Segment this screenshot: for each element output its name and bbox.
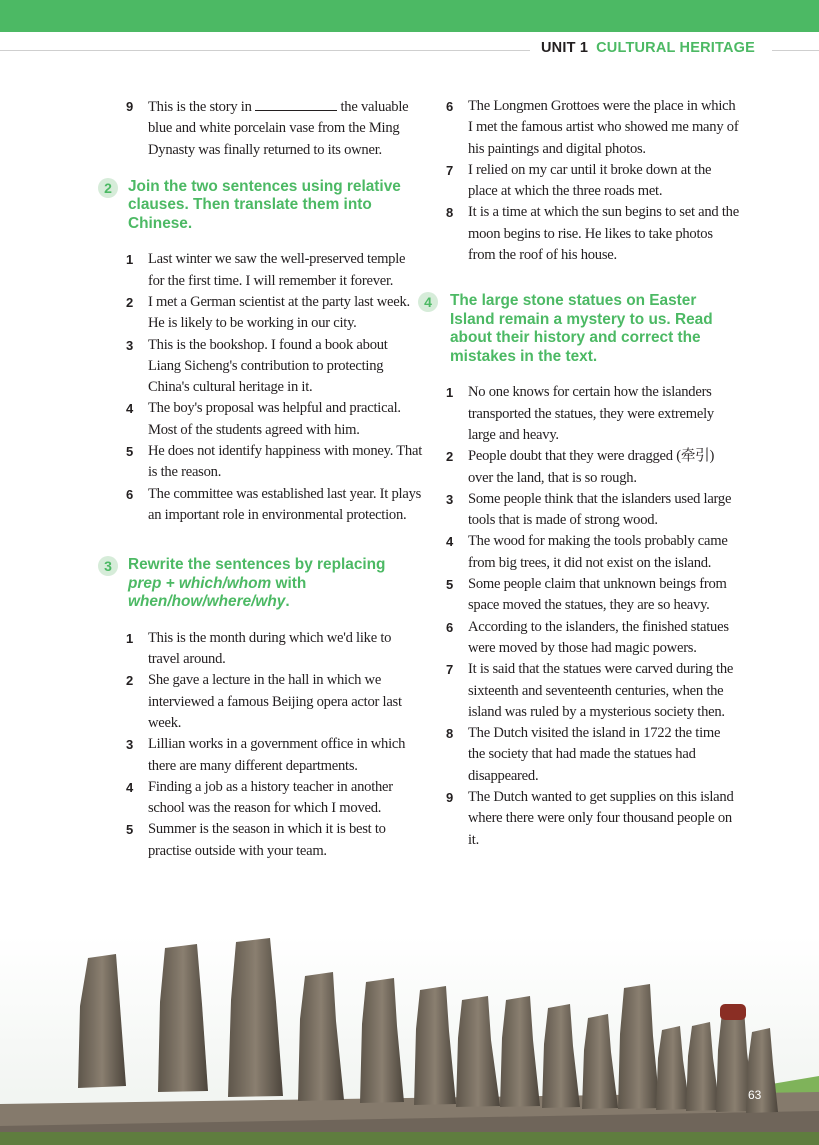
item-number: 5 — [126, 822, 133, 838]
item-number: 3 — [446, 491, 453, 507]
instruction-part: with — [271, 574, 307, 592]
item-number: 1 — [126, 252, 133, 268]
unit-number: UNIT 1 — [541, 40, 589, 56]
list-item — [420, 489, 740, 532]
page-number: 63 — [748, 1088, 762, 1102]
list-item — [100, 628, 422, 671]
exercise-number-badge: 2 — [98, 178, 118, 198]
header-rule-left — [0, 50, 530, 51]
instruction-italic: prep + which/whom — [128, 574, 272, 592]
exercise-instruction: Join the two sentences using relative clauses. Then translate them into Chinese. — [128, 177, 401, 232]
list-item — [420, 446, 740, 489]
item-text: She gave a lecture in the hall in which we interviewed a famous Beijing opera actor last week. — [148, 672, 402, 731]
list-item — [420, 787, 740, 851]
item-number: 2 — [126, 673, 133, 689]
list-item — [420, 96, 740, 160]
item-number: 8 — [446, 205, 453, 221]
item-number: 3 — [126, 337, 133, 353]
item-number: 3 — [126, 737, 133, 753]
unit-title: CULTURAL HERITAGE — [596, 40, 755, 56]
instruction-part: . — [285, 593, 290, 611]
item-number: 8 — [446, 726, 453, 742]
moai-statues-photo — [0, 936, 819, 1145]
list-item — [100, 484, 422, 527]
list-item — [100, 96, 422, 161]
continued-list — [420, 96, 740, 266]
exercise-number-badge: 3 — [98, 556, 118, 576]
item-number: 4 — [126, 401, 133, 417]
list-item — [420, 382, 740, 446]
exercise-4-list — [420, 382, 740, 851]
item-text: The Longmen Grottoes were the place in which I met the famous artist who showed me many of his paintings and digital photos. — [468, 98, 739, 157]
list-item — [420, 617, 740, 660]
pukao-topknot — [720, 1004, 746, 1020]
header-rule-right — [772, 50, 819, 51]
item-text: Some people think that the islanders used large tools that is made of strong wood. — [468, 490, 732, 529]
exercise-4-heading — [420, 292, 740, 366]
item-text: He does not identify happiness with money. That is the reason. — [148, 443, 422, 481]
list-item — [420, 723, 740, 787]
list-item — [100, 777, 422, 820]
list-item — [420, 574, 740, 617]
item-text: The committee was established last year. It plays an important role in environmental protection. — [148, 485, 422, 523]
item-text: I relied on my car until it broke down at the place at which the three roads met. — [468, 161, 712, 200]
exercise-instruction: The large stone statues on Easter Island remain a mystery to us. Read about their history and correct the mistakes in the text. — [450, 292, 713, 365]
list-item — [420, 160, 740, 203]
right-column — [420, 96, 740, 851]
item-number: 2 — [446, 449, 453, 465]
list-item — [100, 670, 422, 734]
item-number: 9 — [126, 99, 133, 114]
left-column — [100, 96, 422, 862]
fill-in-blank[interactable] — [255, 96, 337, 111]
item-number: 7 — [446, 162, 453, 178]
item-number: 6 — [126, 486, 133, 502]
exercise-number-badge: 4 — [418, 292, 438, 312]
item-number: 6 — [446, 619, 453, 635]
list-item — [100, 734, 422, 777]
item-text: This is the month during which we'd like to travel around. — [148, 629, 392, 668]
list-item — [100, 249, 422, 292]
item-number: 7 — [446, 662, 453, 678]
instruction-italic: when/how/where/why — [128, 593, 286, 611]
exercise-3-heading — [100, 556, 422, 612]
list-item — [100, 292, 422, 335]
item-text: Summer is the season in which it is best to practise outside with your team. — [148, 821, 386, 859]
exercise-3-list — [100, 628, 422, 862]
exercise-2-list — [100, 249, 422, 526]
item-number: 5 — [126, 444, 133, 460]
item-number: 9 — [446, 790, 453, 806]
top-color-band — [0, 0, 819, 32]
unit-label — [541, 40, 755, 56]
exercise-2-heading — [100, 178, 422, 234]
item-text: This is the bookshop. I found a book about Liang Sicheng's contribution to protecting China's cultural heritage in it. — [148, 336, 388, 396]
item-text: Finding a job as a history teacher in another school was the reason for which I moved. — [148, 778, 393, 817]
item-number: 4 — [446, 534, 453, 550]
item-text: It is said that the statues were carved during the sixteenth and seventeenth centuries, when the island was ruled by a mysterious society then. — [468, 661, 734, 720]
item-number: 4 — [126, 779, 133, 795]
item-text: I met a German scientist at the party last week. He is likely to be working in our city. — [148, 293, 410, 332]
exercise-instruction — [128, 556, 422, 612]
item-text: Last winter we saw the well-preserved temple for the first time. I will remember it forever. — [148, 251, 406, 289]
unit-header — [0, 40, 819, 60]
list-item — [100, 819, 422, 862]
item-text: Lillian works in a government office in which there are many different departments. — [148, 736, 406, 774]
item-text: People doubt that they were dragged (牵引) over the land, that is so rough. — [468, 448, 715, 486]
instruction-part: Rewrite the sentences by replacing — [128, 556, 386, 574]
list-item — [420, 659, 740, 723]
list-item — [420, 531, 740, 574]
item-text-end: the valuable blue and white porcelain vase from the Ming Dynasty was finally returned to its owner. — [148, 99, 409, 158]
item-text: The Dutch wanted to get supplies on this island where there were only four thousand people on it. — [468, 789, 734, 848]
item-number: 5 — [446, 577, 453, 593]
item-number: 1 — [446, 385, 453, 401]
item-text: The Dutch visited the island in 1722 the time the society that had made the statues had disappeared. — [468, 725, 721, 784]
item-number: 6 — [446, 99, 453, 114]
item-number: 1 — [126, 630, 133, 646]
item-text: According to the islanders, the finished statues were moved by those had magic powers. — [468, 618, 729, 656]
list-item — [100, 335, 422, 399]
item-text: It is a time at which the sun begins to set and the moon begins to rise. He likes to take photos from the roof of his house. — [468, 204, 739, 264]
item-text-start: This is the story in — [148, 99, 252, 115]
item-text: The wood for making the tools probably came from big trees, it did not exist on the island. — [468, 533, 728, 571]
list-item — [420, 202, 740, 266]
list-item — [100, 441, 422, 484]
list-item — [100, 398, 422, 441]
item-text: No one knows for certain how the islanders transported the statues, they were extremely large and heavy. — [468, 384, 714, 443]
item-text: The boy's proposal was helpful and practical. Most of the students agreed with him. — [148, 400, 401, 438]
item-text: Some people claim that unknown beings from space moved the statues, they are so heavy. — [468, 576, 727, 614]
item-number: 2 — [126, 294, 133, 310]
